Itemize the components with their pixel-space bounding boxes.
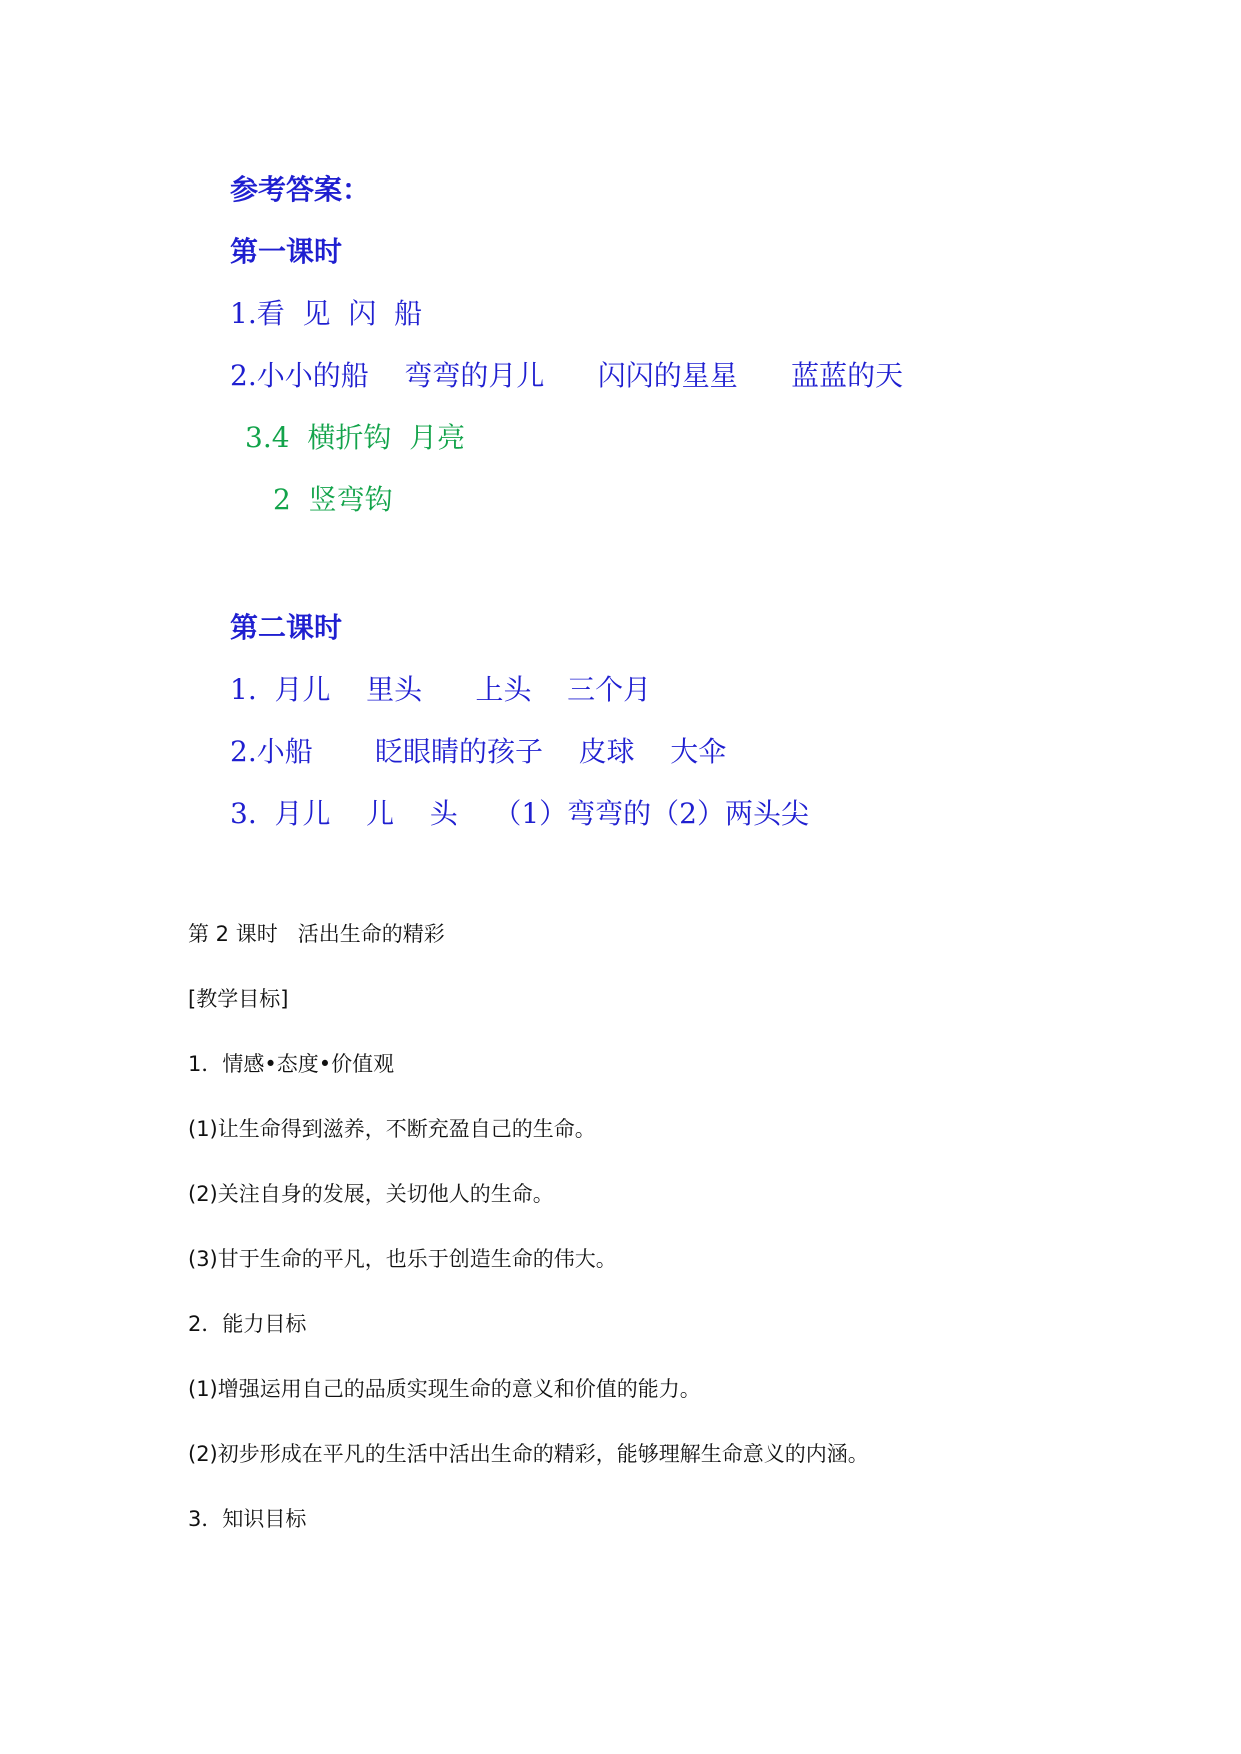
lesson2-item-3: 3. 月儿 儿 头 （1）弯弯的（2）两头尖 <box>230 797 809 830</box>
answers-heading: 参考答案： <box>230 173 371 206</box>
goal2-item-2: (2)初步形成在平凡的生活中活出生命的精彩，能够理解生命意义的内涵。 <box>188 1442 869 1466</box>
lesson1-item-3b: 2 竖弯钩 <box>273 483 393 516</box>
lesson2-item-1: 1. 月儿 里头 上头 三个月 <box>230 673 652 706</box>
goal2-item-1: (1)增强运用自己的品质实现生命的意义和价值的能力。 <box>188 1377 701 1401</box>
lesson1-item-2: 2.小小的船 弯弯的月儿 闪闪的星星 蓝蓝的天 <box>230 359 904 392</box>
plan-title: 第 2 课时 活出生命的精彩 <box>188 922 445 946</box>
goal1-heading: 1．情感•态度•价值观 <box>188 1052 395 1076</box>
lesson1-item-1: 1.看 见 闪 船 <box>230 297 423 330</box>
lesson1-title: 第一课时 <box>230 235 343 268</box>
lesson1-item-3a: 3.4 横折钩 月亮 <box>245 421 466 454</box>
lesson2-title: 第二课时 <box>230 611 343 644</box>
goals-heading: [教学目标] <box>188 987 289 1011</box>
goal3-heading: 3．知识目标 <box>188 1507 307 1531</box>
goal1-item-3: (3)甘于生命的平凡，也乐于创造生命的伟大。 <box>188 1247 617 1271</box>
goal2-heading: 2．能力目标 <box>188 1312 307 1336</box>
goal1-item-2: (2)关注自身的发展，关切他人的生命。 <box>188 1182 554 1206</box>
lesson2-item-2: 2.小船 眨眼睛的孩子 皮球 大伞 <box>230 735 727 768</box>
goal1-item-1: (1)让生命得到滋养，不断充盈自己的生命。 <box>188 1117 596 1141</box>
